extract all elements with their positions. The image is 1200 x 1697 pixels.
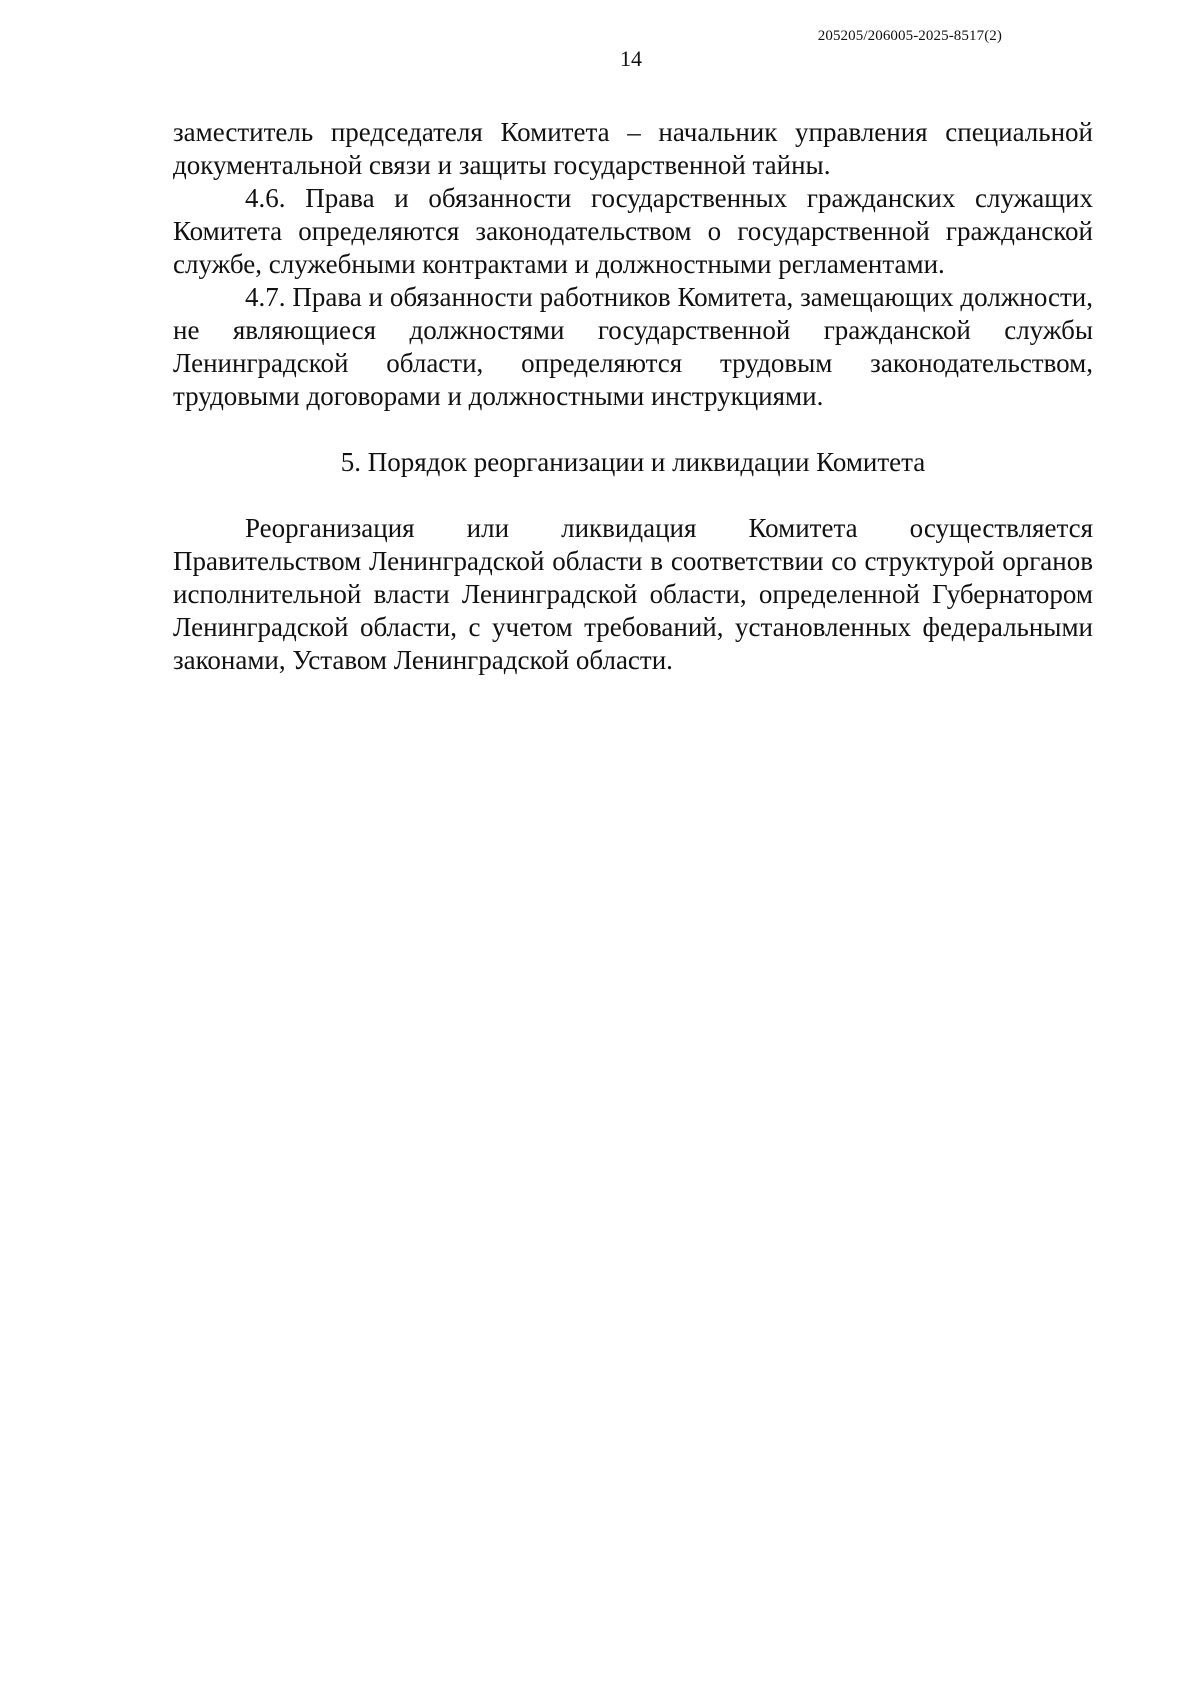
paragraph-4-7: 4.7. Права и обязанности работников Комитета, замещающих должности, не являющиеся должностями государственной гражданской службы Ленинградской области, определяются трудовым законодательством, трудовыми договорами и должностными инструкциями. <box>173 282 1093 411</box>
paragraph-4-6: 4.6. Права и обязанности государственных гражданских служащих Комитета определяются законодательством о государственной гражданской службе, служебными контрактами и должностными регламентами. <box>173 183 1093 279</box>
section-heading: 5. Порядок реорганизации и ликвидации Комитета <box>340 447 926 477</box>
document-id: 205205/206005-2025-8517(2) <box>817 28 1002 44</box>
page-number: 14 <box>620 46 642 71</box>
paragraph-section-5: Реорганизация или ликвидация Комитета осуществляется Правительством Ленинградской области в соответствии со структурой органов исполнительной власти Ленинградской области, определенной Губернатором Ленинградской области, с учетом требований, установленных федеральными законами, Уставом Ленинградской области. <box>173 513 1093 675</box>
paragraph-continuation: заместитель председателя Комитета – начальник управления специальной документальной связи и защиты государственной тайны. <box>173 117 1093 180</box>
document-body <box>173 116 1093 677</box>
